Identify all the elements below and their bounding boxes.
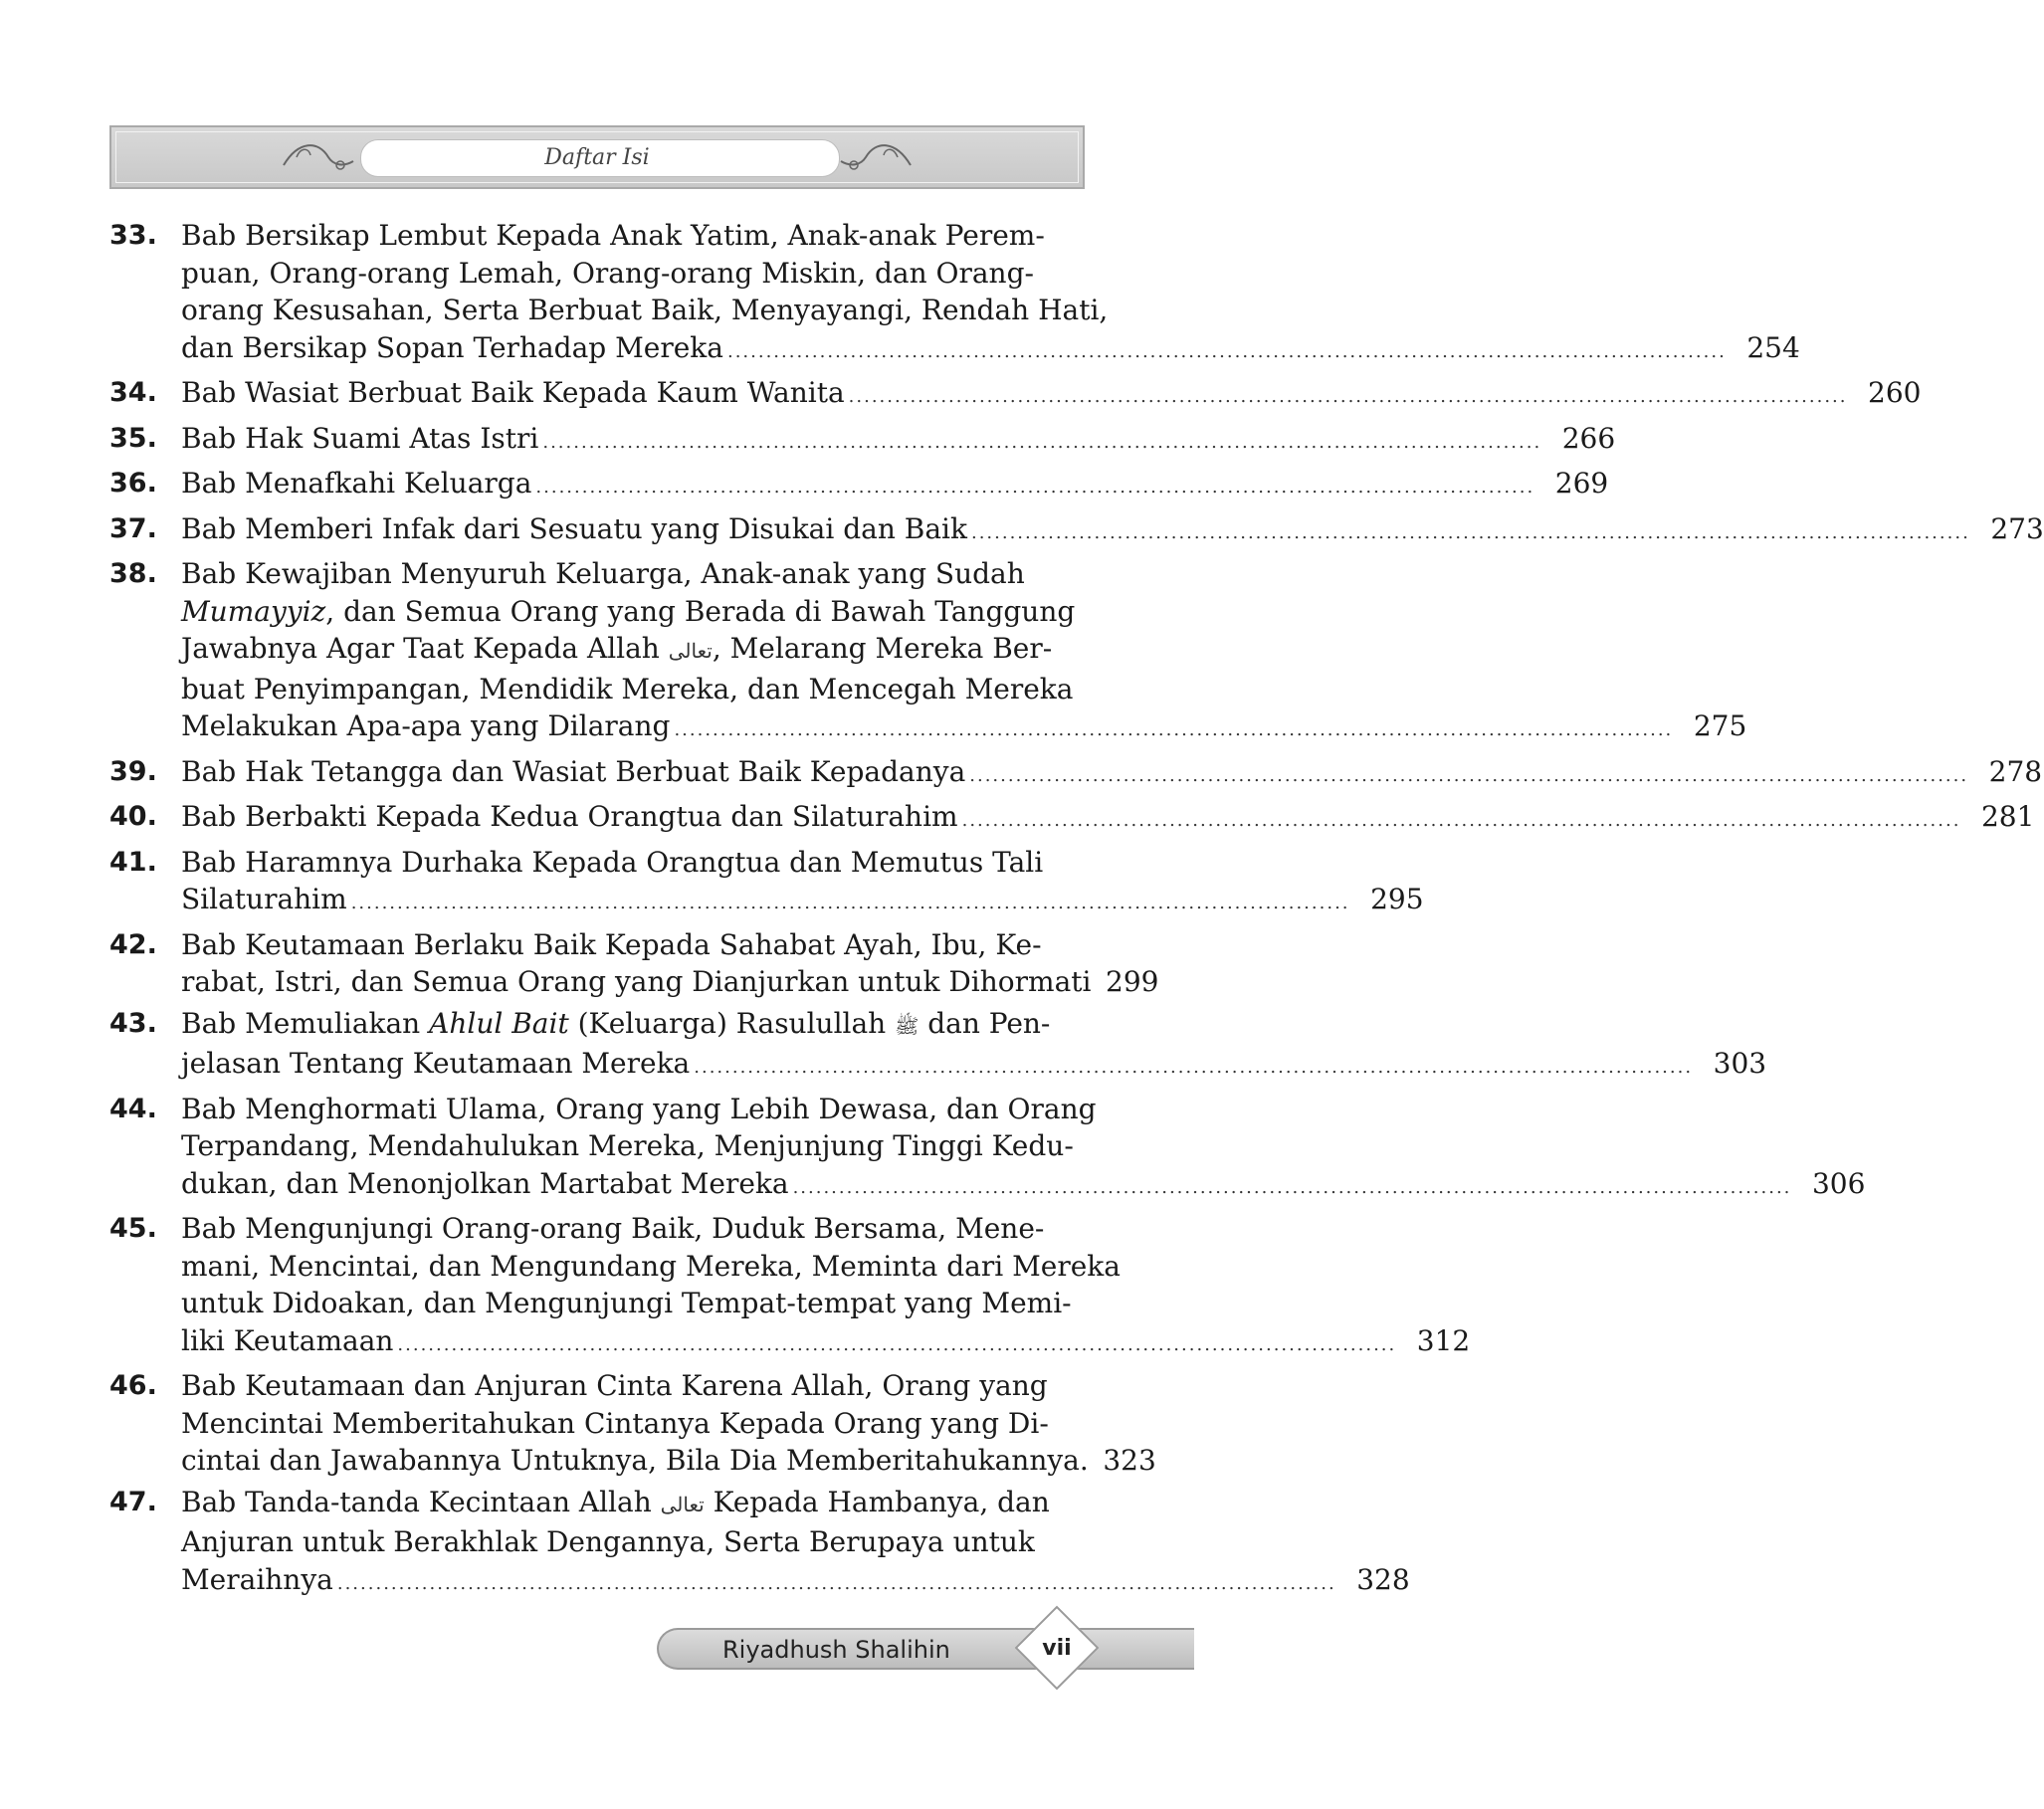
leader-dots: .................................................................................................................................. [726,340,1727,362]
entry-line: , Melarang Mereka Ber- [712,632,1053,665]
italic-term: Ahlul Bait [429,1006,569,1040]
entry-number: 43. [109,1007,157,1039]
toc-entry-37[interactable] [109,510,2044,552]
toc-entry-39[interactable] [109,753,2043,795]
entry-page: 269 [1554,467,1609,500]
entry-page: 281 [1980,800,2035,833]
entry-number: 40. [109,801,157,832]
entry-page: 328 [1356,1562,1410,1596]
leader-dots: .................................................................................................................................. [969,764,1969,786]
entry-number: 33. [109,220,157,251]
toc-entry-43[interactable] [109,1005,1767,1087]
entry-page: 275 [1693,709,1747,742]
entry-title: Bab Hak Suami Atas Istri [181,421,539,455]
entry-title-end: cintai dan Jawabannya Untuknya, Bila Dia Memberitahukannya. [181,1444,1089,1477]
arabic-honorific: تعالى [660,1492,705,1516]
entry-line: (Keluarga) Rasulullah [568,1006,896,1040]
leader-dots: .................................................................................................................................. [848,386,1848,407]
leader-dots: .................................................................................................................................. [535,477,1535,498]
entry-line: Terpandang, Mendahulukan Mereka, Menjunjung Tinggi Kedu- [181,1129,1074,1162]
entry-title-end: liki Keutamaan [181,1323,394,1357]
entry-number: 44. [109,1093,157,1124]
entry-number: 36. [109,468,157,499]
entry-line: Bab Bersikap Lembut Kepada Anak Yatim, Anak-anak Perem- [181,219,1045,252]
entry-line: orang Kesusahan, Serta Berbuat Baik, Menyayangi, Rendah Hati, [181,294,1109,326]
toc-entry-34[interactable] [109,374,1922,416]
entry-line: , dan Semua Orang yang Berada di Bawah Tanggung [325,594,1076,628]
entry-page: 260 [1868,376,1922,409]
leader-dots: .................................................................................................................................. [970,521,1970,543]
entry-title-end: Meraihnya [181,1562,333,1596]
entry-title: Bab Menafkahi Keluarga [181,467,532,500]
entry-line: Bab Menghormati Ulama, Orang yang Lebih Dewasa, dan Orang [181,1092,1097,1125]
entry-page: 299 [1106,965,1159,998]
entry-title-end: jelasan Tentang Keutamaan Mereka [181,1047,691,1080]
leader-dots: .................................................................................................................................. [694,1057,1694,1078]
toc-entry-38[interactable] [109,555,1747,749]
entry-number: 38. [109,558,157,589]
entry-title: Bab Hak Tetangga dan Wasiat Berbuat Baik Kepadanya [181,754,966,788]
entry-number: 35. [109,422,157,454]
entry-page: 312 [1416,1323,1471,1357]
entry-line: Bab Haramnya Durhaka Kepada Orangtua dan Memutus Tali [181,845,1044,879]
header-title: Daftar Isi [544,145,650,170]
italic-term: Mumayyiz [181,594,326,628]
book-title: Riyadhush Shalihin [722,1636,950,1664]
arabic-honorific: تعالى [668,639,713,663]
table-of-contents [109,217,2044,1602]
leader-dots: .................................................................................................................................. [961,810,1961,831]
entry-number: 46. [109,1370,157,1401]
toc-entry-33[interactable] [109,217,1800,370]
entry-line: buat Penyimpangan, Mendidik Mereka, dan Mencegah Mereka [181,672,1074,705]
entry-page: 273 [1990,511,2044,545]
leader-dots: .................................................................................................................................. [397,1333,1397,1355]
entry-line: puan, Orang-orang Lemah, Orang-orang Miskin, dan Orang- [181,256,1034,290]
entry-page: 323 [1103,1444,1156,1477]
toc-entry-36[interactable] [109,465,1609,506]
entry-line: Bab Keutamaan dan Anjuran Cinta Karena Allah, Orang yang [181,1369,1048,1402]
entry-line: mani, Mencintai, dan Mengundang Mereka, Meminta dari Mereka [181,1249,1121,1283]
entry-number: 42. [109,928,157,960]
toc-entry-46[interactable] [109,1367,1156,1480]
entry-title-end: dukan, dan Menonjolkan Martabat Mereka [181,1166,789,1200]
leader-dots: .................................................................................................................................. [350,893,1350,913]
entry-number: 47. [109,1486,157,1517]
entry-line: untuk Didoakan, dan Mengunjungi Tempat-tempat yang Memi- [181,1287,1072,1319]
page-number: vii [1042,1636,1072,1661]
toc-entry-44[interactable] [109,1091,1866,1207]
entry-line: Jawabnya Agar Taat Kepada Allah [181,632,669,665]
leader-dots: .................................................................................................................................. [542,431,1542,453]
entry-page: 266 [1561,421,1616,455]
entry-title: Bab Memberi Infak dari Sesuatu yang Disukai dan Baik [181,511,967,545]
leader-dots: .................................................................................................................................. [674,719,1674,740]
entry-page: 303 [1713,1047,1767,1080]
toc-entry-41[interactable] [109,844,1424,922]
running-footer [657,1624,1194,1676]
entry-number: 34. [109,377,157,408]
arabic-honorific: ﷺ [895,1013,920,1038]
entry-line: dan Pen- [919,1006,1051,1040]
entry-title-end: Silaturahim [181,883,347,915]
leader-dots: .................................................................................................................................. [336,1572,1336,1594]
entry-title-end: dan Bersikap Sopan Terhadap Mereka [181,330,723,364]
running-header [109,125,1085,189]
entry-number: 45. [109,1213,157,1244]
entry-title: Bab Wasiat Berbuat Baik Kepada Kaum Wanita [181,376,845,409]
entry-line: Anjuran untuk Berakhlak Dengannya, Serta Berupaya untuk [181,1525,1035,1558]
entry-title-end: rabat, Istri, dan Semua Orang yang Dianjurkan untuk Dihormati [181,965,1092,998]
entry-line: Bab Kewajiban Menyuruh Keluarga, Anak-anak yang Sudah [181,557,1025,590]
toc-entry-40[interactable] [109,798,2035,840]
leader-dots: .................................................................................................................................. [792,1176,1792,1198]
entry-page: 254 [1746,330,1800,364]
entry-page: 306 [1811,1166,1866,1200]
entry-line: Mencintai Memberitahukan Cintanya Kepada Orang yang Di- [181,1406,1049,1440]
entry-number: 39. [109,755,157,787]
entry-line: Bab Keutamaan Berlaku Baik Kepada Sahabat Ayah, Ibu, Ke- [181,927,1042,961]
toc-entry-35[interactable] [109,420,1616,462]
entry-page: 278 [1988,754,2043,788]
entry-title: Bab Berbakti Kepada Kedua Orangtua dan Silaturahim [181,800,958,833]
toc-entry-42[interactable] [109,926,1159,1001]
entry-line: Bab Tanda-tanda Kecintaan Allah [181,1485,661,1518]
toc-entry-45[interactable] [109,1210,1471,1363]
entry-line: Bab Mengunjungi Orang-orang Baik, Duduk Bersama, Mene- [181,1212,1045,1245]
entry-line: Bab Memuliakan [181,1006,430,1040]
toc-entry-47[interactable] [109,1484,1410,1603]
entry-title-end: Melakukan Apa-apa yang Dilarang [181,709,671,742]
entry-number: 37. [109,512,157,544]
entry-line: Kepada Hambanya, dan [704,1485,1050,1518]
entry-page: 295 [1370,883,1424,915]
entry-number: 41. [109,846,157,878]
